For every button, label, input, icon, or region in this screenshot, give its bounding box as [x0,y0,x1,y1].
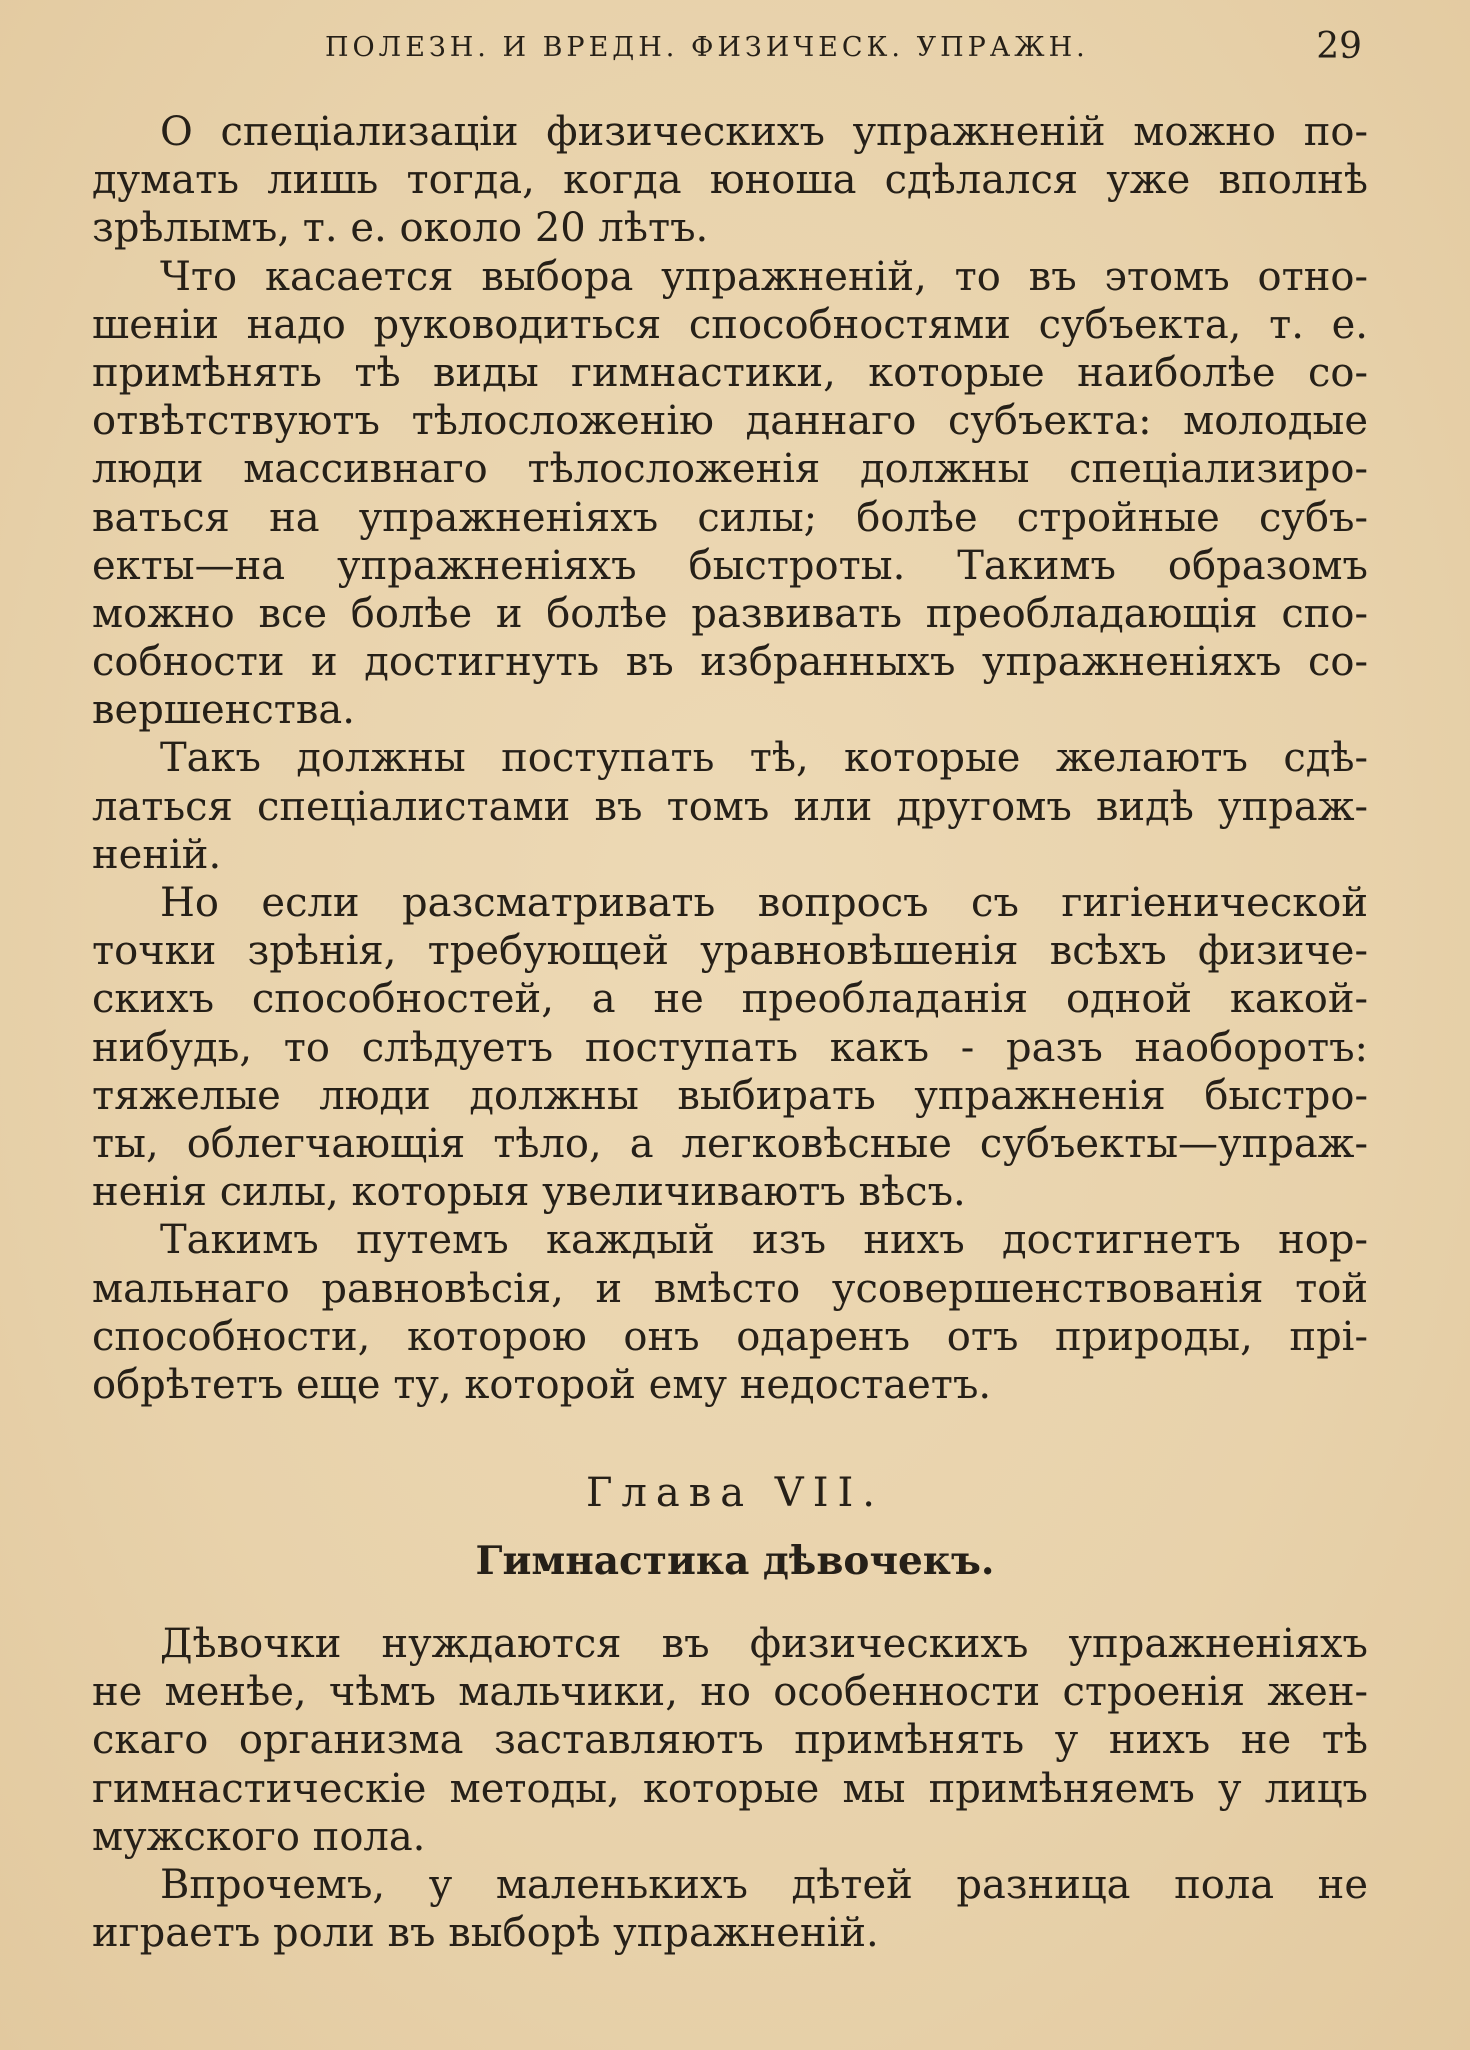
text-line: неній. [92,831,222,878]
chapter-title: Гимнастика дѣвочекъ. [475,1538,995,1584]
text-line: ненія силы, которыя увеличиваютъ вѣсъ. [92,1169,966,1216]
text-line: шеніи надо руководиться способностями субъекта, т. е. [92,301,1368,348]
text-line: О спеціализаціи физическихъ упражненій можно по- [160,109,1368,155]
running-title: ПОЛЕЗН. И ВРЕДН. ФИЗИЧЕСК. УПРАЖН. [325,32,1089,63]
text-line: гимнастическіе методы, которые мы примѣняемъ у лицъ [92,1765,1368,1812]
body-text-section-1 [92,108,1368,1409]
text-line: способности, которою онъ одаренъ отъ природы, прі- [92,1313,1368,1360]
text-line: примѣнять тѣ виды гимнастики, которые наиболѣе со- [92,349,1368,396]
text-line: можно все болѣе и болѣе развивать преобладающія спо- [92,590,1368,637]
text-line: нибудь, то слѣдуетъ поступать какъ - разъ наоборотъ: [92,1024,1368,1071]
text-line: зрѣлымъ, т. е. около 20 лѣтъ. [92,205,709,252]
text-line: обрѣтетъ еще ту, которой ему недостаетъ. [92,1361,992,1408]
text-line: екты—на упражненіяхъ быстроты. Такимъ образомъ [92,542,1368,589]
text-line: мужского пола. [92,1813,426,1860]
text-line: Такимъ путемъ каждый изъ нихъ достигнетъ нор- [160,1217,1368,1264]
text-line: тяжелые люди должны выбирать упражненія быстро- [92,1072,1368,1119]
text-line: играетъ роли въ выборѣ упражненій. [92,1910,879,1957]
text-line: думать лишь тогда, когда юноша сдѣлался уже вполнѣ [92,157,1368,204]
text-line: ты, облегчающія тѣло, а легковѣсные субъекты—упраж- [92,1120,1368,1167]
text-line: Дѣвочки нуждаются въ физическихъ упражненіяхъ [160,1621,1368,1667]
text-line: Впрочемъ, у маленькихъ дѣтей разница пола не [160,1861,1368,1908]
text-line: Такъ должны поступать тѣ, которые желаютъ сдѣ- [160,735,1368,782]
text-line: скихъ способностей, а не преобладанія одной какой- [92,976,1368,1023]
chapter-label: Глава VII. [585,1470,885,1516]
text-line: ваться на упражненіяхъ силы; болѣе стройные субъ- [92,494,1368,541]
text-line: скаго организма заставляютъ примѣнять у нихъ не тѣ [92,1717,1368,1764]
page-number: 29 [1316,26,1362,67]
text-line: отвѣтствуютъ тѣлосложенію даннаго субъекта: молодые [92,398,1368,445]
text-line: Что касается выбора упражненій, то въ этомъ отно- [160,253,1368,300]
text-line: собности и достигнуть въ избранныхъ упражненіяхъ со- [92,639,1368,686]
text-line: не менѣе, чѣмъ мальчики, но особенности строенія жен- [92,1669,1368,1716]
running-head [0,28,1470,68]
text-line: точки зрѣнія, требующей уравновѣшенія всѣхъ физиче- [92,928,1368,975]
body-text-section-2 [92,1620,1368,1957]
text-line: вершенства. [92,687,355,734]
text-line: мальнаго равновѣсія, и вмѣсто усовершенствованія той [92,1265,1368,1312]
text-line: люди массивнаго тѣлосложенія должны спеціализиро- [92,446,1368,493]
text-line: латься спеціалистами въ томъ или другомъ видѣ упраж- [92,783,1368,830]
text-line: Но если разсматривать вопросъ съ гигіенической [160,880,1368,926]
